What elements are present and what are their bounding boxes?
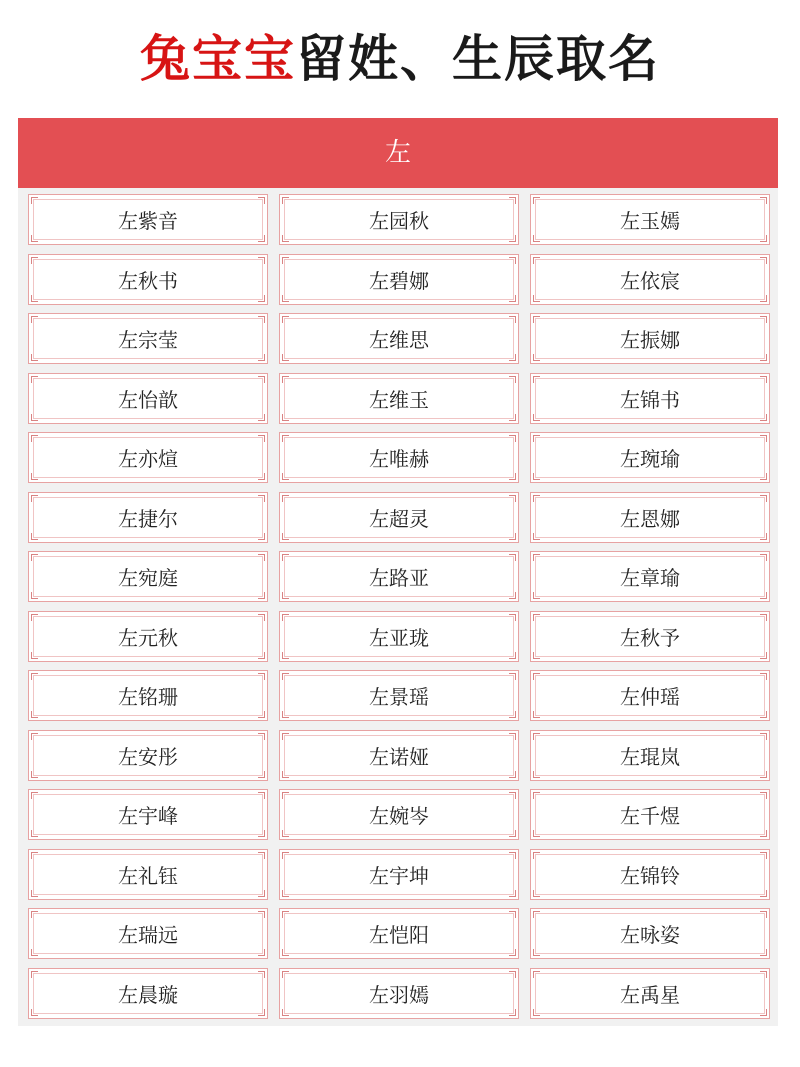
corner-ornament-icon <box>31 354 38 361</box>
corner-ornament-icon <box>533 316 540 323</box>
corner-ornament-icon <box>258 533 265 540</box>
corner-ornament-icon <box>282 771 289 778</box>
name-label: 左琬瑜 <box>620 447 680 471</box>
name-label: 左秋书 <box>118 268 178 293</box>
corner-ornament-icon <box>760 257 767 264</box>
name-label: 左元秋 <box>118 625 178 650</box>
corner-ornament-icon <box>509 852 516 859</box>
name-label: 左瑞远 <box>118 923 178 947</box>
corner-ornament-icon <box>31 673 38 680</box>
name-label: 左宇峰 <box>118 804 178 828</box>
name-label: 左怡歆 <box>118 387 178 412</box>
name-card <box>530 730 770 781</box>
corner-ornament-icon <box>760 1009 767 1016</box>
corner-ornament-icon <box>760 949 767 956</box>
name-label: 左恩娜 <box>620 506 680 531</box>
corner-ornament-icon <box>533 711 540 718</box>
corner-ornament-icon <box>258 830 265 837</box>
corner-ornament-icon <box>282 257 289 264</box>
title-accent: 兔宝宝 <box>140 30 296 88</box>
name-card <box>28 313 268 364</box>
corner-ornament-icon <box>282 533 289 540</box>
name-card <box>28 611 268 662</box>
corner-ornament-icon <box>31 495 38 502</box>
corner-ornament-icon <box>533 771 540 778</box>
corner-ornament-icon <box>509 971 516 978</box>
corner-ornament-icon <box>258 354 265 361</box>
name-card <box>530 194 770 245</box>
corner-ornament-icon <box>31 830 38 837</box>
corner-ornament-icon <box>282 592 289 599</box>
corner-ornament-icon <box>533 554 540 561</box>
corner-ornament-icon <box>533 890 540 897</box>
corner-ornament-icon <box>258 235 265 242</box>
corner-ornament-icon <box>760 890 767 897</box>
corner-ornament-icon <box>760 852 767 859</box>
corner-ornament-icon <box>31 473 38 480</box>
corner-ornament-icon <box>282 316 289 323</box>
corner-ornament-icon <box>282 197 289 204</box>
corner-ornament-icon <box>31 414 38 421</box>
name-label: 左诺娅 <box>369 744 429 769</box>
name-label: 左玉嫣 <box>620 209 680 233</box>
name-card <box>530 849 770 900</box>
corner-ornament-icon <box>258 257 265 264</box>
corner-ornament-icon <box>533 197 540 204</box>
name-card <box>279 789 519 840</box>
corner-ornament-icon <box>533 614 540 621</box>
corner-ornament-icon <box>509 354 516 361</box>
corner-ornament-icon <box>533 792 540 799</box>
corner-ornament-icon <box>760 711 767 718</box>
corner-ornament-icon <box>31 592 38 599</box>
name-card <box>279 313 519 364</box>
corner-ornament-icon <box>509 711 516 718</box>
corner-ornament-icon <box>533 257 540 264</box>
name-label: 左锦铃 <box>620 863 680 888</box>
corner-ornament-icon <box>282 830 289 837</box>
corner-ornament-icon <box>760 316 767 323</box>
name-label: 左紫音 <box>118 209 178 233</box>
name-card <box>279 611 519 662</box>
name-label: 左锦书 <box>620 387 680 412</box>
corner-ornament-icon <box>31 614 38 621</box>
corner-ornament-icon <box>760 495 767 502</box>
corner-ornament-icon <box>533 949 540 956</box>
corner-ornament-icon <box>533 971 540 978</box>
corner-ornament-icon <box>258 414 265 421</box>
name-card <box>28 789 268 840</box>
corner-ornament-icon <box>31 295 38 302</box>
corner-ornament-icon <box>760 533 767 540</box>
corner-ornament-icon <box>282 1009 289 1016</box>
corner-ornament-icon <box>509 257 516 264</box>
corner-ornament-icon <box>509 1009 516 1016</box>
name-label: 左晨璇 <box>118 982 178 1007</box>
corner-ornament-icon <box>533 830 540 837</box>
corner-ornament-icon <box>31 1009 38 1016</box>
corner-ornament-icon <box>760 592 767 599</box>
corner-ornament-icon <box>509 911 516 918</box>
corner-ornament-icon <box>258 592 265 599</box>
corner-ornament-icon <box>258 473 265 480</box>
corner-ornament-icon <box>509 949 516 956</box>
corner-ornament-icon <box>760 830 767 837</box>
corner-ornament-icon <box>760 295 767 302</box>
corner-ornament-icon <box>31 911 38 918</box>
name-card <box>279 373 519 424</box>
corner-ornament-icon <box>282 852 289 859</box>
name-card <box>279 849 519 900</box>
corner-ornament-icon <box>533 733 540 740</box>
corner-ornament-icon <box>282 235 289 242</box>
corner-ornament-icon <box>258 911 265 918</box>
corner-ornament-icon <box>533 592 540 599</box>
corner-ornament-icon <box>258 673 265 680</box>
corner-ornament-icon <box>533 235 540 242</box>
corner-ornament-icon <box>258 554 265 561</box>
corner-ornament-icon <box>760 414 767 421</box>
surname-header: 左 <box>18 118 778 188</box>
corner-ornament-icon <box>509 733 516 740</box>
name-label: 左婉岑 <box>369 804 429 828</box>
name-card <box>279 492 519 543</box>
corner-ornament-icon <box>509 830 516 837</box>
corner-ornament-icon <box>31 652 38 659</box>
name-card <box>279 432 519 483</box>
page-title <box>0 24 800 94</box>
corner-ornament-icon <box>760 473 767 480</box>
name-label: 左章瑜 <box>620 566 680 590</box>
corner-ornament-icon <box>533 495 540 502</box>
corner-ornament-icon <box>258 652 265 659</box>
name-card <box>279 968 519 1019</box>
name-label: 左礼钰 <box>118 863 178 888</box>
corner-ornament-icon <box>31 890 38 897</box>
corner-ornament-icon <box>282 673 289 680</box>
corner-ornament-icon <box>533 673 540 680</box>
name-label: 左亚珑 <box>369 625 429 650</box>
corner-ornament-icon <box>31 235 38 242</box>
name-label: 左宛庭 <box>118 566 178 590</box>
name-card <box>279 908 519 959</box>
corner-ornament-icon <box>282 971 289 978</box>
name-label: 左维思 <box>369 328 429 352</box>
name-label: 左园秋 <box>369 209 429 233</box>
corner-ornament-icon <box>760 652 767 659</box>
name-card <box>530 313 770 364</box>
corner-ornament-icon <box>282 949 289 956</box>
corner-ornament-icon <box>760 435 767 442</box>
title-main: 留姓、生辰取名 <box>296 30 660 88</box>
name-card <box>530 551 770 602</box>
corner-ornament-icon <box>509 435 516 442</box>
corner-ornament-icon <box>760 554 767 561</box>
corner-ornament-icon <box>760 614 767 621</box>
corner-ornament-icon <box>258 792 265 799</box>
corner-ornament-icon <box>533 295 540 302</box>
corner-ornament-icon <box>509 295 516 302</box>
corner-ornament-icon <box>533 473 540 480</box>
name-card <box>28 194 268 245</box>
name-label: 左仲瑶 <box>620 685 680 709</box>
corner-ornament-icon <box>258 197 265 204</box>
name-card <box>279 551 519 602</box>
name-card <box>530 254 770 305</box>
name-card <box>28 670 268 721</box>
corner-ornament-icon <box>31 554 38 561</box>
corner-ornament-icon <box>282 652 289 659</box>
corner-ornament-icon <box>533 652 540 659</box>
name-label: 左千煜 <box>620 804 680 828</box>
corner-ornament-icon <box>760 911 767 918</box>
name-card <box>28 849 268 900</box>
corner-ornament-icon <box>31 257 38 264</box>
corner-ornament-icon <box>760 376 767 383</box>
corner-ornament-icon <box>258 435 265 442</box>
corner-ornament-icon <box>509 614 516 621</box>
corner-ornament-icon <box>533 376 540 383</box>
corner-ornament-icon <box>258 316 265 323</box>
corner-ornament-icon <box>509 495 516 502</box>
corner-ornament-icon <box>282 733 289 740</box>
name-card <box>530 908 770 959</box>
corner-ornament-icon <box>282 614 289 621</box>
corner-ornament-icon <box>31 376 38 383</box>
name-card <box>279 254 519 305</box>
name-label: 左唯赫 <box>369 447 429 471</box>
name-card <box>530 373 770 424</box>
name-label: 左碧娜 <box>369 268 429 293</box>
corner-ornament-icon <box>282 376 289 383</box>
corner-ornament-icon <box>760 354 767 361</box>
corner-ornament-icon <box>509 235 516 242</box>
corner-ornament-icon <box>760 197 767 204</box>
corner-ornament-icon <box>533 852 540 859</box>
corner-ornament-icon <box>31 733 38 740</box>
name-card <box>279 730 519 781</box>
name-label: 左宇坤 <box>369 863 429 888</box>
corner-ornament-icon <box>533 533 540 540</box>
name-card <box>530 789 770 840</box>
corner-ornament-icon <box>509 890 516 897</box>
corner-ornament-icon <box>509 792 516 799</box>
corner-ornament-icon <box>533 911 540 918</box>
name-card <box>28 254 268 305</box>
name-label: 左路亚 <box>369 566 429 590</box>
name-card <box>28 373 268 424</box>
corner-ornament-icon <box>760 235 767 242</box>
corner-ornament-icon <box>509 554 516 561</box>
corner-ornament-icon <box>509 652 516 659</box>
name-label: 左景瑶 <box>369 685 429 709</box>
corner-ornament-icon <box>509 376 516 383</box>
corner-ornament-icon <box>31 197 38 204</box>
names-grid <box>28 194 770 1019</box>
name-label: 左维玉 <box>369 387 429 412</box>
corner-ornament-icon <box>760 733 767 740</box>
corner-ornament-icon <box>31 316 38 323</box>
corner-ornament-icon <box>509 473 516 480</box>
corner-ornament-icon <box>282 890 289 897</box>
name-label: 左亦煊 <box>118 447 178 471</box>
name-label: 左恺阳 <box>369 923 429 947</box>
corner-ornament-icon <box>31 771 38 778</box>
corner-ornament-icon <box>760 971 767 978</box>
name-label: 左振娜 <box>620 328 680 352</box>
corner-ornament-icon <box>509 414 516 421</box>
names-panel <box>18 118 778 1026</box>
corner-ornament-icon <box>533 414 540 421</box>
corner-ornament-icon <box>282 295 289 302</box>
name-card <box>28 551 268 602</box>
corner-ornament-icon <box>509 197 516 204</box>
corner-ornament-icon <box>258 733 265 740</box>
corner-ornament-icon <box>31 792 38 799</box>
name-card <box>28 730 268 781</box>
corner-ornament-icon <box>509 533 516 540</box>
name-card <box>28 968 268 1019</box>
name-card <box>28 492 268 543</box>
corner-ornament-icon <box>258 971 265 978</box>
corner-ornament-icon <box>509 592 516 599</box>
corner-ornament-icon <box>31 435 38 442</box>
corner-ornament-icon <box>760 673 767 680</box>
corner-ornament-icon <box>258 376 265 383</box>
corner-ornament-icon <box>282 435 289 442</box>
corner-ornament-icon <box>258 614 265 621</box>
corner-ornament-icon <box>31 949 38 956</box>
corner-ornament-icon <box>509 771 516 778</box>
name-card <box>530 492 770 543</box>
corner-ornament-icon <box>282 495 289 502</box>
corner-ornament-icon <box>31 533 38 540</box>
corner-ornament-icon <box>258 495 265 502</box>
name-label: 左铭珊 <box>118 685 178 709</box>
corner-ornament-icon <box>760 771 767 778</box>
name-card <box>530 968 770 1019</box>
name-label: 左超灵 <box>369 506 429 531</box>
corner-ornament-icon <box>509 673 516 680</box>
corner-ornament-icon <box>282 414 289 421</box>
name-label: 左宗莹 <box>118 328 178 352</box>
name-card <box>28 908 268 959</box>
name-card <box>530 670 770 721</box>
name-label: 左咏姿 <box>620 923 680 947</box>
name-card <box>279 670 519 721</box>
name-label: 左捷尔 <box>118 506 178 531</box>
name-card <box>279 194 519 245</box>
name-label: 左羽嫣 <box>369 982 429 1007</box>
corner-ornament-icon <box>258 949 265 956</box>
corner-ornament-icon <box>282 354 289 361</box>
corner-ornament-icon <box>258 295 265 302</box>
name-label: 左禹星 <box>620 982 680 1007</box>
corner-ornament-icon <box>258 852 265 859</box>
corner-ornament-icon <box>282 911 289 918</box>
corner-ornament-icon <box>31 971 38 978</box>
name-label: 左依宸 <box>620 268 680 293</box>
corner-ornament-icon <box>533 1009 540 1016</box>
name-card <box>28 432 268 483</box>
corner-ornament-icon <box>258 711 265 718</box>
corner-ornament-icon <box>282 711 289 718</box>
name-label: 左安彤 <box>118 744 178 769</box>
corner-ornament-icon <box>31 852 38 859</box>
corner-ornament-icon <box>533 435 540 442</box>
corner-ornament-icon <box>760 792 767 799</box>
corner-ornament-icon <box>533 354 540 361</box>
name-card <box>530 432 770 483</box>
name-card <box>530 611 770 662</box>
corner-ornament-icon <box>282 473 289 480</box>
corner-ornament-icon <box>282 792 289 799</box>
corner-ornament-icon <box>31 711 38 718</box>
corner-ornament-icon <box>258 1009 265 1016</box>
corner-ornament-icon <box>258 890 265 897</box>
corner-ornament-icon <box>282 554 289 561</box>
name-label: 左秋予 <box>620 625 680 650</box>
corner-ornament-icon <box>258 771 265 778</box>
name-label: 左琨岚 <box>620 744 680 769</box>
corner-ornament-icon <box>509 316 516 323</box>
